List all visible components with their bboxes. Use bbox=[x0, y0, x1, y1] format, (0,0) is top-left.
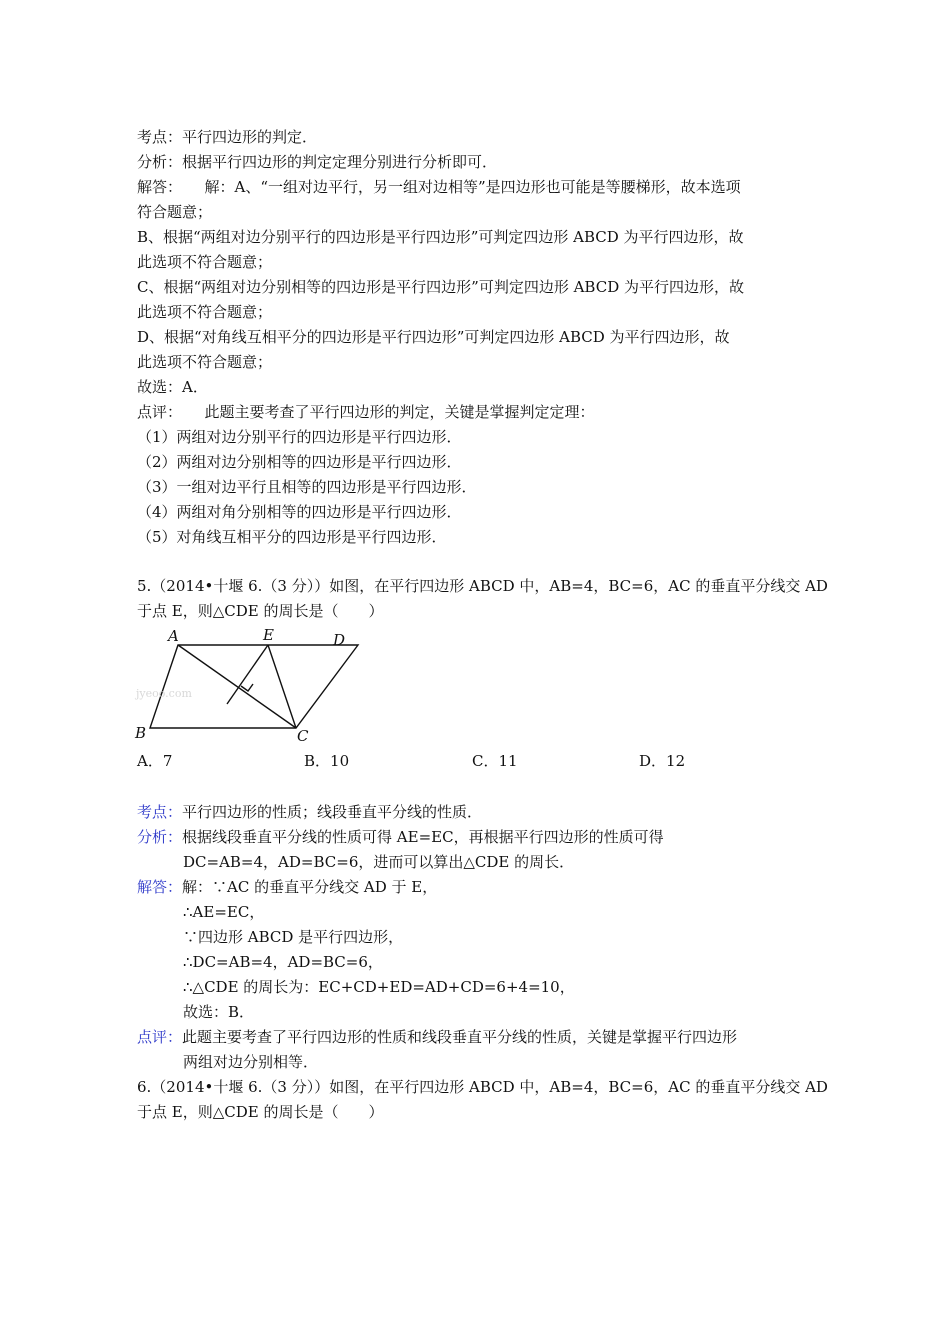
q5-option-a: A．7 bbox=[137, 752, 173, 770]
q5-option-b: B．10 bbox=[304, 752, 350, 770]
q5-jieda-line5: ∴△CDE 的周长为：EC+CD+ED=AD+CD=6+4=10， bbox=[183, 978, 575, 996]
q4-jieda-line1: 解答： 解：A、“一组对边平行，另一组对边相等”是四边形也可能是等腰梯形，故本选项 bbox=[137, 178, 741, 196]
q5-dianping-line2: 两组对边分别相等． bbox=[183, 1053, 319, 1071]
diagonal-ac bbox=[178, 645, 296, 728]
q5-jieda-text: 解：∵AC 的垂直平分线交 AD 于 E， bbox=[182, 878, 438, 896]
q5-kaodian-label: 考点： bbox=[137, 803, 183, 821]
q5-option-c: C．11 bbox=[472, 752, 518, 770]
label-a: A bbox=[168, 627, 179, 645]
q4-option-d-line2: 此选项不符合题意； bbox=[137, 353, 273, 371]
q5-fenxi-label: 分析： bbox=[137, 828, 183, 846]
q5-jieda-line3: ∵四边形 ABCD 是平行四边形， bbox=[183, 928, 404, 946]
q5-kaodian bbox=[137, 802, 482, 822]
q4-option-b-line2: 此选项不符合题意； bbox=[137, 253, 273, 271]
q4-theorem-3: （3）一组对边平行且相等的四边形是平行四边形． bbox=[137, 478, 477, 496]
q5-fenxi-line2: DC=AB=4，AD=BC=6，进而可以算出△CDE 的周长． bbox=[183, 853, 575, 871]
q4-option-b-line1: B、根据“两组对边分别平行的四边形是平行四边形”可判定四边形 ABCD 为平行四边形，故 bbox=[137, 228, 744, 246]
label-d: D bbox=[333, 631, 346, 649]
q5-kaodian-text: 平行四边形的性质；线段垂直平分线的性质． bbox=[182, 803, 483, 821]
q4-answer: 故选：A． bbox=[137, 378, 208, 396]
q5-option-d: D．12 bbox=[639, 752, 686, 770]
q4-fenxi: 分析：根据平行四边形的判定定理分别进行分析即可． bbox=[137, 153, 498, 171]
q5-dianping-text: 此题主要考查了平行四边形的性质和线段垂直平分线的性质，关键是掌握平行四边形 bbox=[182, 1028, 738, 1046]
label-e: E bbox=[263, 626, 274, 644]
q5-jieda-line2: ∴AE=EC， bbox=[183, 903, 265, 921]
q5-dianping-label: 点评： bbox=[137, 1028, 183, 1046]
label-c: C bbox=[297, 727, 309, 745]
perpendicular-bisector bbox=[227, 645, 268, 704]
q5-fenxi-text: 根据线段垂直平分线的性质可得 AE=EC，再根据平行四边形的性质可得 bbox=[182, 828, 664, 846]
segment-ec bbox=[268, 645, 296, 728]
label-b: B bbox=[135, 724, 147, 742]
q6-stem-line2: 于点 E，则△CDE 的周长是（ ） bbox=[137, 1103, 384, 1121]
q5-jieda-line6: 故选：B． bbox=[183, 1003, 255, 1021]
q5-fenxi bbox=[137, 827, 664, 847]
q5-jieda bbox=[137, 877, 437, 897]
q4-jieda-line2: 符合题意； bbox=[137, 203, 213, 221]
q4-theorem-5: （5）对角线互相平分的四边形是平行四边形． bbox=[137, 528, 447, 546]
q5-stem-line2: 于点 E，则△CDE 的周长是（ ） bbox=[137, 602, 384, 620]
q6-stem-line1: 6.（2014•十堰 6.（3 分））如图，在平行四边形 ABCD 中，AB=4，BC=6，AC 的垂直平分线交 AD bbox=[137, 1078, 828, 1096]
q4-dianping: 点评： 此题主要考查了平行四边形的判定，关键是掌握判定定理： bbox=[137, 403, 595, 421]
q4-option-c-line2: 此选项不符合题意； bbox=[137, 303, 273, 321]
q5-jieda-label: 解答： bbox=[137, 878, 183, 896]
q5-jieda-line4: ∴DC=AB=4，AD=BC=6， bbox=[183, 953, 383, 971]
q4-theorem-4: （4）两组对角分别相等的四边形是平行四边形． bbox=[137, 503, 462, 521]
q4-kaodian: 考点：平行四边形的判定． bbox=[137, 128, 318, 146]
q4-theorem-2: （2）两组对边分别相等的四边形是平行四边形． bbox=[137, 453, 462, 471]
watermark: jyeoo.com bbox=[136, 687, 192, 700]
q4-option-c-line1: C、根据“两组对边分别相等的四边形是平行四边形”可判定四边形 ABCD 为平行四边形，故 bbox=[137, 278, 744, 296]
q5-dianping bbox=[137, 1027, 737, 1047]
q5-stem-line1: 5.（2014•十堰 6.（3 分））如图，在平行四边形 ABCD 中，AB=4，BC=6，AC 的垂直平分线交 AD bbox=[137, 577, 828, 595]
q4-theorem-1: （1）两组对边分别平行的四边形是平行四边形． bbox=[137, 428, 462, 446]
parallelogram-figure bbox=[130, 625, 360, 750]
q4-option-d-line1: D、根据“对角线互相平分的四边形是平行四边形”可判定四边形 ABCD 为平行四边形，故 bbox=[137, 328, 730, 346]
